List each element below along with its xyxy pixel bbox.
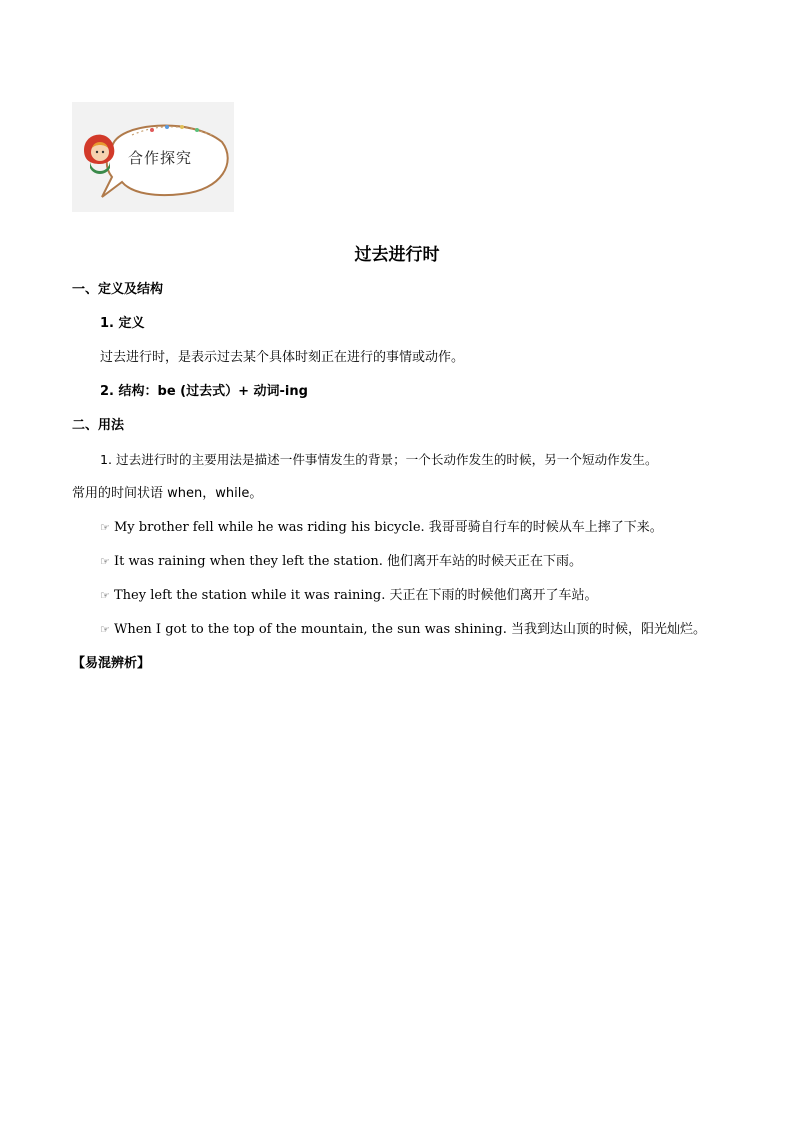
hand-pointing-icon: ☞	[100, 555, 110, 568]
example-text: They left the station while it was raining. 天正在下雨的时候他们离开了车站。	[114, 588, 598, 603]
subheading-structure: 2. 结构：be (过去式）+ 动词-ing	[100, 384, 308, 399]
example-text: My brother fell while he was riding his bicycle. 我哥哥骑自行车的时候从车上摔了下来。	[114, 520, 663, 535]
example-line	[100, 553, 582, 571]
example-line	[100, 519, 663, 537]
hand-pointing-icon: ☞	[100, 623, 110, 636]
example-line	[100, 621, 706, 639]
section-banner	[72, 102, 234, 212]
section-heading-definition: 一、定义及结构	[72, 282, 164, 297]
example-text: It was raining when they left the station. 他们离开车站的时候天正在下雨。	[114, 554, 583, 569]
usage-paragraph-line-1: 1. 过去进行时的主要用法是描述一件事情发生的背景；一个长动作发生的时候，另一个短动作发生。	[100, 452, 658, 467]
hand-pointing-icon: ☞	[100, 589, 110, 602]
banner-label: 合作探究	[128, 149, 193, 167]
subheading-definition: 1. 定义	[100, 316, 145, 331]
usage-paragraph-line-2: 常用的时间状语 when，while。	[72, 486, 263, 501]
example-line	[100, 587, 597, 605]
hand-pointing-icon: ☞	[100, 521, 110, 534]
page-title: 过去进行时	[354, 245, 440, 265]
example-text: When I got to the top of the mountain, the sun was shining. 当我到达山顶的时候，阳光灿烂。	[114, 622, 707, 637]
definition-text: 过去进行时，是表示过去某个具体时刻正在进行的事情或动作。	[100, 350, 465, 365]
section-heading-confusion: 【易混辨析】	[72, 656, 151, 671]
section-heading-usage: 二、用法	[72, 418, 125, 433]
